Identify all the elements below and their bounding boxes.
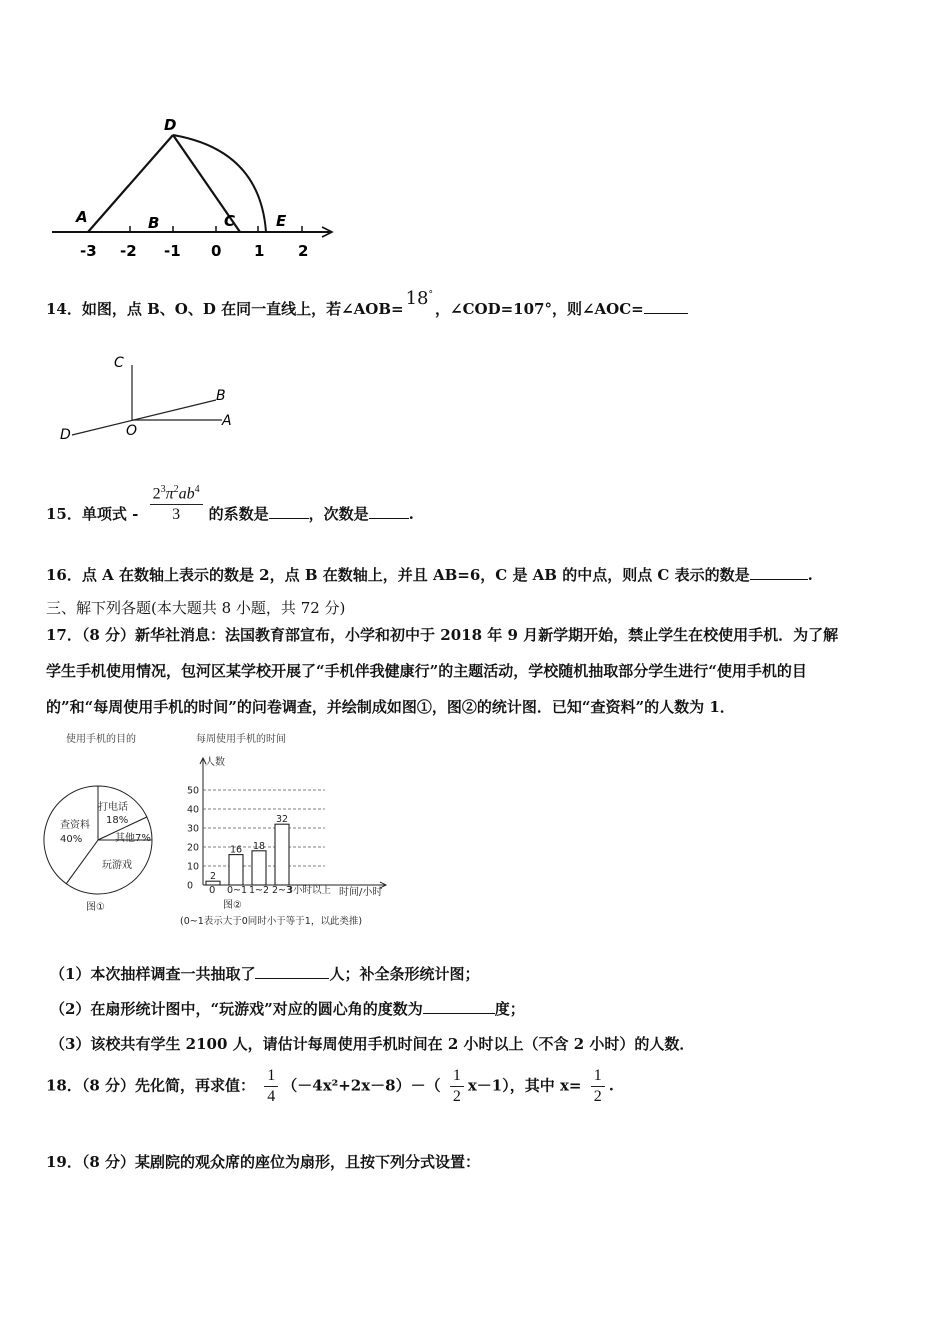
q17-number: 17． <box>46 626 82 644</box>
label-b: B <box>148 214 160 232</box>
bar-value-label: 2 <box>209 871 217 883</box>
q16-number: 16． <box>46 566 82 584</box>
pie-label-dadianhua: 打电话 <box>98 802 128 813</box>
bar-y-tick-label: 50 <box>187 785 200 797</box>
bar-rect <box>252 851 266 885</box>
q17-sub2-blank[interactable] <box>423 999 495 1014</box>
q15-num-base: 2 <box>152 485 161 503</box>
q17-sub2-b: 度； <box>494 1000 525 1018</box>
q19-number: 19． <box>46 1153 82 1171</box>
bar-x-tick-label: 1~2 <box>248 885 270 896</box>
q14-answer-blank[interactable] <box>644 299 688 314</box>
bar-y-tick-label: 20 <box>187 842 200 854</box>
q18-text-c: x－1），其中 x= <box>467 1076 582 1095</box>
tick-label-neg2: -2 <box>120 242 137 260</box>
q14-angle-value: 18 <box>405 288 429 309</box>
question-19 <box>46 1151 480 1172</box>
q18-frac1-den: 4 <box>267 1088 276 1105</box>
pie-label-chaziliao: 查资料 <box>60 820 90 831</box>
q19-text: （8 分）某剧院的观众席的座位为扇形，且按下列分式设置： <box>81 1153 481 1171</box>
q17-sub1-blank[interactable] <box>255 964 329 979</box>
q18-frac1-num: 1 <box>264 1066 278 1087</box>
q15-num-exp1: 3 <box>160 484 166 495</box>
q14-text-a: 如图，点 B、O、D 在同一直线上，若∠AOB= <box>81 300 404 318</box>
bar-value-label: 18 <box>252 840 266 852</box>
label-a: A <box>76 208 88 226</box>
question-17-line-1 <box>46 624 838 645</box>
q14-angle <box>406 288 433 309</box>
label-b: B <box>216 388 226 404</box>
label-o: O <box>126 423 138 439</box>
pie-label-wanyouxi: 玩游戏 <box>102 860 132 871</box>
q18-frac2-den: 2 <box>452 1088 461 1105</box>
tick-label-neg3: -3 <box>80 242 97 260</box>
line-db <box>72 400 216 435</box>
q15-answer-blank-2[interactable] <box>369 504 409 519</box>
bar-x-tick-labels <box>227 884 332 896</box>
q15-num-ab: ab <box>178 485 195 503</box>
bar-y-tick-label: 10 <box>187 861 200 873</box>
bar-axes <box>200 758 386 888</box>
bar-value-label: 32 <box>275 814 289 826</box>
pie-caption: 图① <box>86 902 105 913</box>
q18-text-d: . <box>608 1076 614 1095</box>
bar-y-tick-label: 30 <box>187 823 200 835</box>
q15-number: 15． <box>46 504 82 523</box>
label-d: D <box>164 116 177 134</box>
question-18 <box>46 1066 614 1107</box>
bar-x-tick-label: 3小时以上 <box>286 885 332 896</box>
q15-num-exp3: 4 <box>194 484 200 495</box>
q15-fraction <box>150 480 203 525</box>
q15-num-exp2: 2 <box>173 484 179 495</box>
bar-x-tick-label: 2~3 <box>271 885 293 896</box>
q16-end: . <box>807 566 813 584</box>
q18-fraction-1 <box>264 1066 278 1107</box>
q18-text-b: （－4x²+2x－8）－（ <box>282 1076 441 1095</box>
label-c: C <box>224 212 236 230</box>
bar-y-tick-label: 0 <box>187 880 194 892</box>
q15-text-a: 单项式 - <box>81 504 139 523</box>
bar-y-tick-label: 40 <box>187 804 200 816</box>
q18-number: 18． <box>46 1076 82 1095</box>
angle-figure <box>50 345 250 445</box>
pie-label-qita <box>115 831 151 844</box>
pie-value-dadianhua: 18% <box>106 815 129 826</box>
q15-frac-den: 3 <box>172 506 181 524</box>
tick-label-1: 1 <box>254 242 265 260</box>
question-17-line-3: 的”和“每周使用手机的时间”的问卷调查，并绘制成如图①，图②的统计图．已知“查资料”的人数为 1． <box>46 698 735 716</box>
q15-text-d: . <box>408 504 414 523</box>
q18-frac2-num: 1 <box>450 1066 464 1087</box>
question-15 <box>46 480 414 525</box>
bar-rect <box>275 824 289 885</box>
tick-label-0: 0 <box>211 242 222 260</box>
bar-caption: 图② <box>223 900 242 911</box>
segment-ad <box>88 135 173 232</box>
q15-num-pi: π <box>165 485 174 503</box>
q18-text-a: （8 分）先化简，再求值： <box>81 1076 256 1095</box>
q17-sub-2 <box>50 998 525 1019</box>
bar-y-tick-labels <box>187 786 199 892</box>
pie-chart <box>40 780 170 920</box>
q17-sub-1 <box>50 963 479 984</box>
bar-x-axis-label: 时间/小时 <box>339 887 383 898</box>
label-a: A <box>222 413 232 429</box>
q17-line1: （8 分）新华社消息：法国教育部宣布，小学和初中于 2018 年 9 月新学期开始，禁止学生在校使用手机．为了解 <box>81 626 839 644</box>
q17-sub2-a: （2）在扇形统计图中，“玩游戏”对应的圆心角的度数为 <box>50 1000 423 1018</box>
q15-text-b: 的系数是 <box>208 504 269 523</box>
pie-value-chaziliao: 40% <box>60 834 83 845</box>
q15-text-c: ，次数是 <box>308 504 369 523</box>
pie-value-qita: 7% <box>135 833 151 844</box>
q16-answer-blank[interactable] <box>750 565 808 580</box>
bar-x-tick-label: 0~1 <box>226 885 248 896</box>
bar-note: (0~1表示大于0同时小于等于1，以此类推) <box>180 916 363 927</box>
q14-angle-deg: ° <box>428 290 433 300</box>
bar-x-origin-label: 0 <box>209 885 216 896</box>
section-3-title: 三、解下列各题(本大题共 8 小题，共 72 分) <box>46 599 346 617</box>
bar-series <box>206 814 289 885</box>
q14-number: 14． <box>46 300 82 318</box>
pie-chart-title: 使用手机的目的 <box>66 734 136 745</box>
q17-sub1-a: （1）本次抽样调查一共抽取了 <box>50 965 256 983</box>
q18-frac3-num: 1 <box>591 1066 605 1087</box>
arc-de <box>173 135 266 232</box>
number-line-figure <box>40 110 360 270</box>
q15-answer-blank-1[interactable] <box>269 504 309 519</box>
q16-text: 点 A 在数轴上表示的数是 2，点 B 在数轴上，并且 AB=6，C 是 AB 的中点，则点 C 表示的数是 <box>81 566 750 584</box>
bar-rect <box>229 855 243 885</box>
bar-value-label: 16 <box>229 844 243 856</box>
label-d: D <box>60 427 71 443</box>
label-c: C <box>114 355 124 371</box>
pie-label-qita-text: 其他 <box>115 833 135 844</box>
q15-frac-num <box>150 480 203 505</box>
q18-frac3-den: 2 <box>593 1088 602 1105</box>
bar-y-axis-label: 人数 <box>205 757 225 768</box>
q18-fraction-2 <box>450 1066 464 1107</box>
bar-chart-title: 每周使用手机的时间 <box>196 734 286 745</box>
question-14 <box>46 288 688 319</box>
bar-chart <box>175 745 405 935</box>
tick-label-2: 2 <box>298 242 309 260</box>
q17-sub1-b: 人；补全条形统计图； <box>329 965 480 983</box>
label-e: E <box>276 212 287 230</box>
q17-sub-3: （3）该校共有学生 2100 人，请估计每周使用手机时间在 2 小时以上（不含 2 小时）的人数． <box>50 1035 695 1053</box>
tick-label-neg1: -1 <box>164 242 181 260</box>
q18-fraction-3 <box>591 1066 605 1107</box>
question-17-line-2: 学生手机使用情况，包河区某学校开展了“手机伴我健康行”的主题活动，学校随机抽取部分学生进行“使用手机的目 <box>46 662 807 680</box>
q14-text-b: ，∠COD=107°，则∠AOC= <box>435 300 644 318</box>
question-16 <box>46 564 813 585</box>
